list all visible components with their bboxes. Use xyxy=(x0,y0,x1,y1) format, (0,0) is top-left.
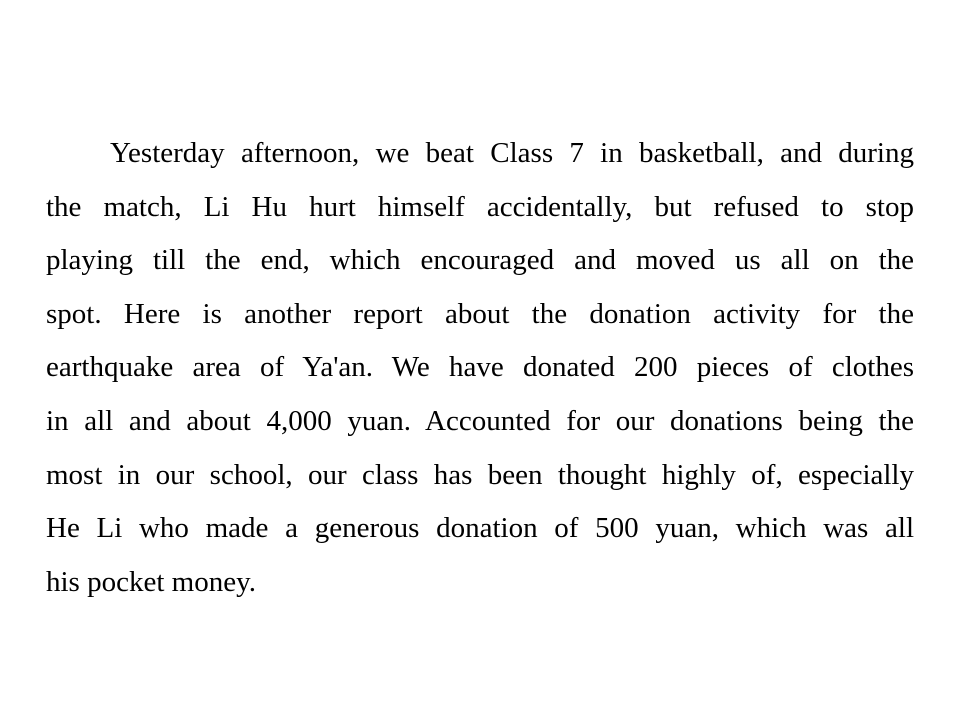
report-paragraph xyxy=(46,127,914,609)
paragraph-line-1: Yesterday afternoon, we beat Class 7 in basketball, and during xyxy=(110,137,914,169)
paragraph-line-2: the match, Li Hu hurt himself accidentally, but refused to stop xyxy=(46,190,914,223)
paragraph-line-6: in all and about 4,000 yuan. Accounted for our donations being the xyxy=(46,404,914,437)
paragraph-line-4: spot. Here is another report about the donation activity for the xyxy=(46,297,914,330)
paragraph-line-5: earthquake area of Ya'an. We have donated 200 pieces of clothes xyxy=(46,351,914,384)
paragraph-line-8: He Li who made a generous donation of 500 yuan, which was all xyxy=(46,512,914,545)
paragraph-line-9: his pocket money. xyxy=(46,565,256,598)
paragraph-line-3: playing till the end, which encouraged and moved us all on the xyxy=(46,244,914,277)
paragraph-line-7: most in our school, our class has been thought highly of, especially xyxy=(46,458,914,491)
